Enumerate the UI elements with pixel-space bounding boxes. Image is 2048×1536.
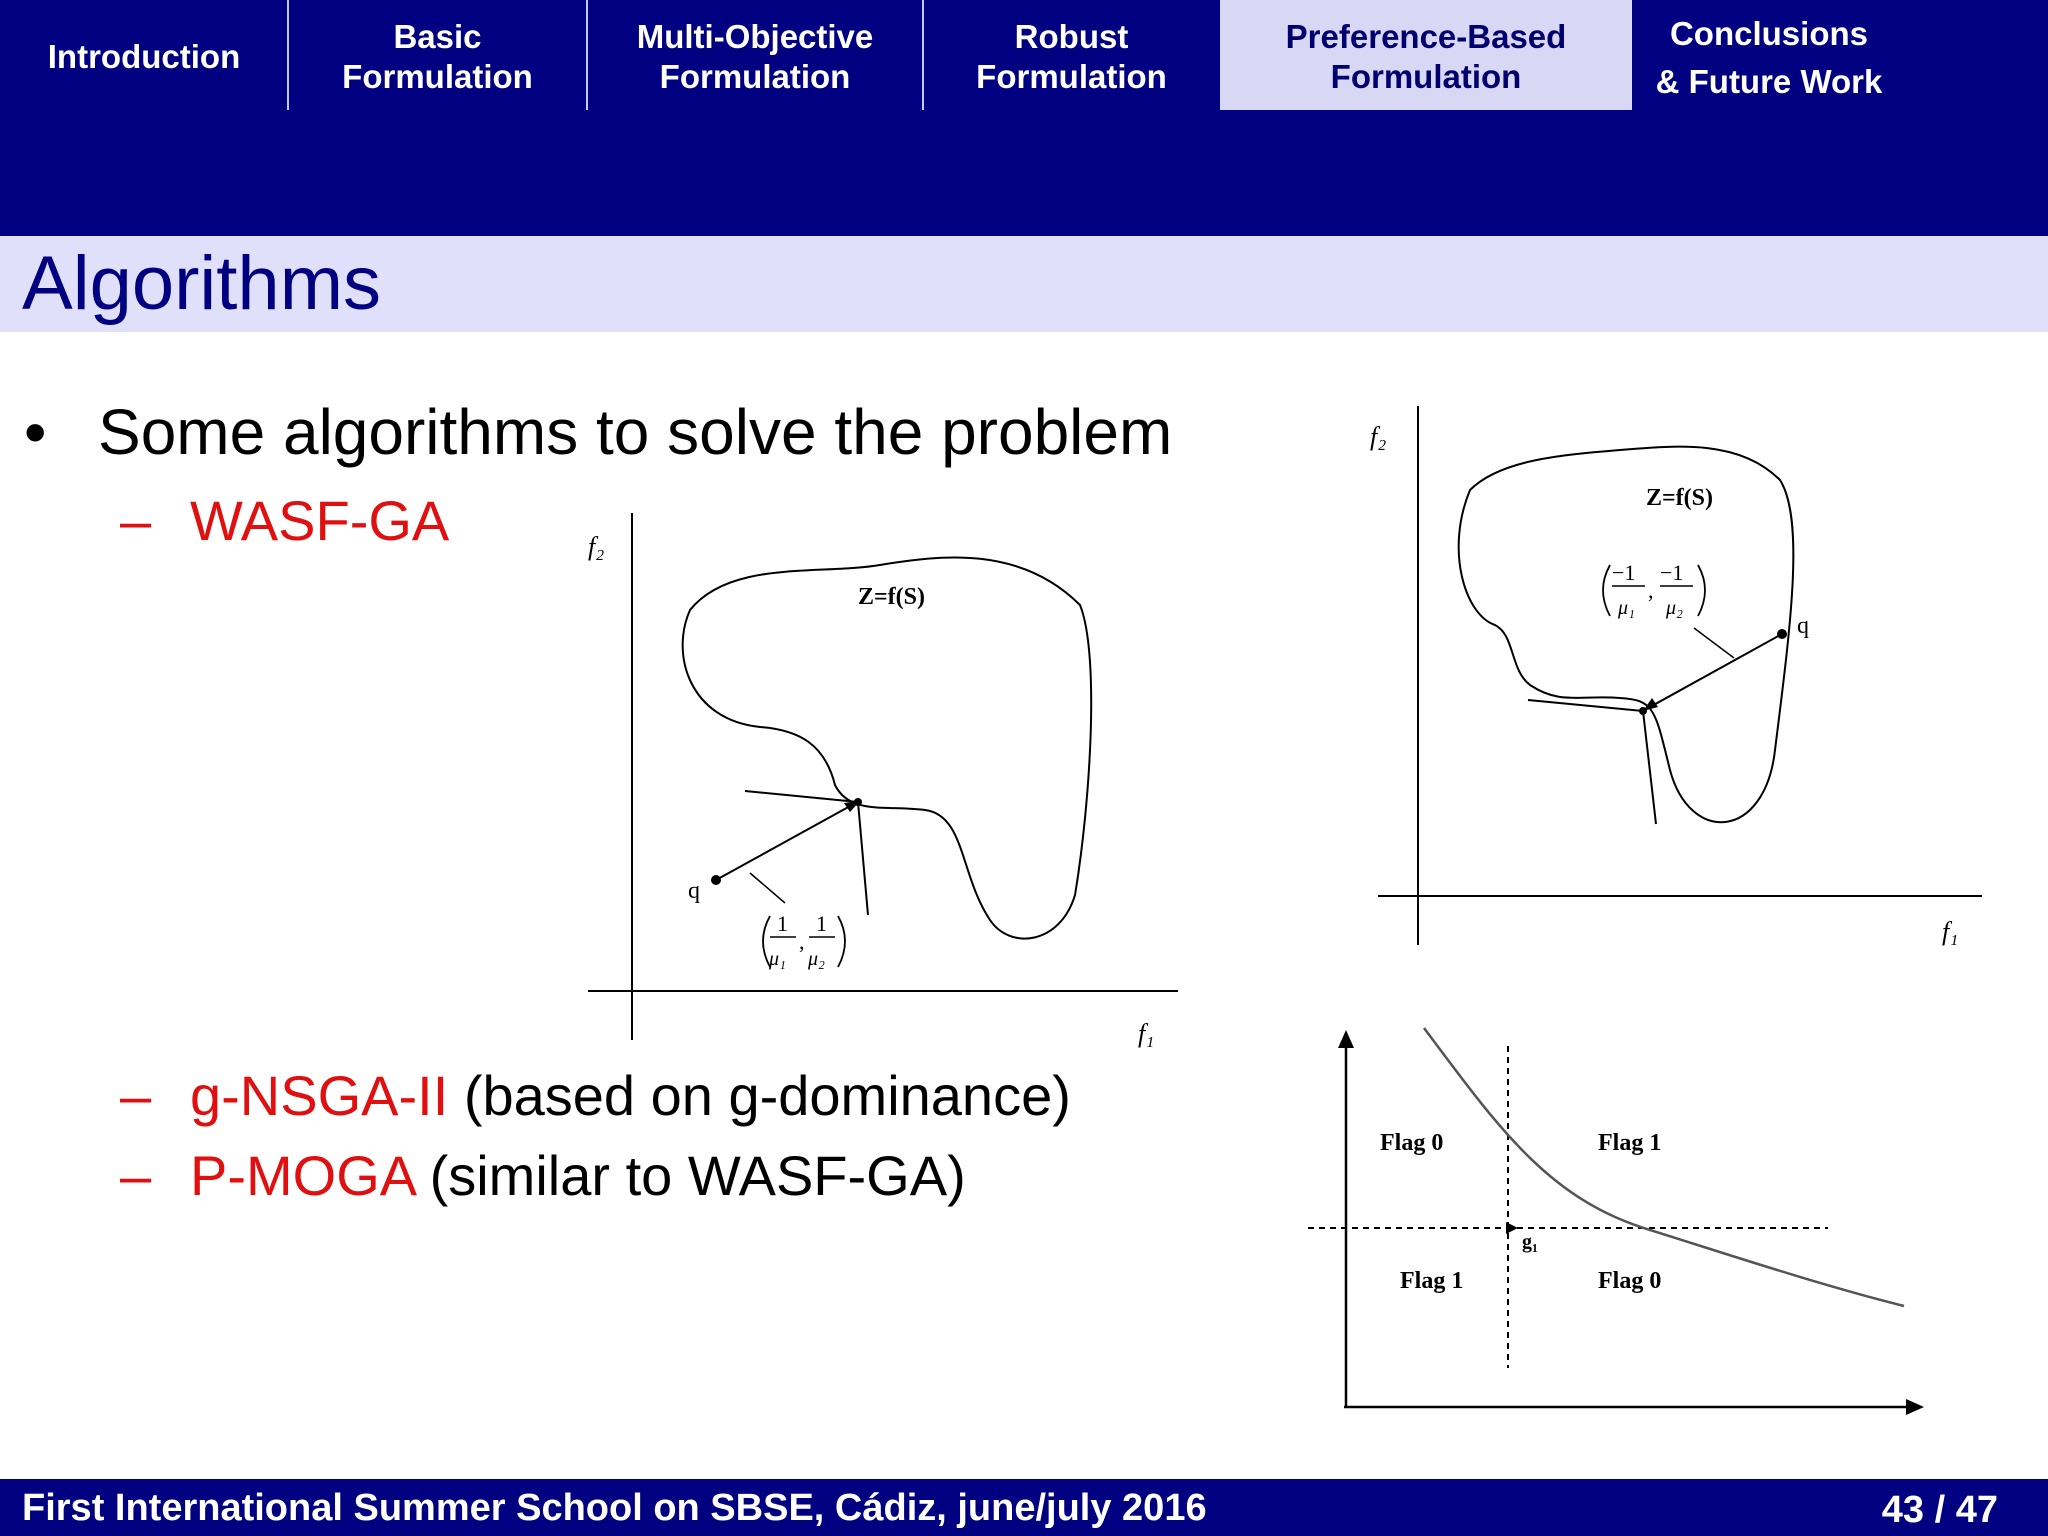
algorithm-name: g-NSGA-II <box>190 1064 449 1127</box>
sub-item-p-moga <box>120 1143 966 1209</box>
flag-label-bottom-right: Flag 0 <box>1598 1268 1662 1294</box>
g-dominance-diagram <box>1300 1020 1940 1440</box>
left-paren <box>1603 565 1610 616</box>
weight-leader-line <box>1694 628 1734 658</box>
bullet-item <box>24 394 1172 470</box>
nav-tab-robust-formulation[interactable]: Robust Formulation <box>976 18 1167 95</box>
algorithm-description: (based on g-dominance) <box>448 1064 1071 1127</box>
flag-label-top-left: Flag 0 <box>1380 1130 1444 1156</box>
point-arrow-icon <box>1506 1222 1518 1234</box>
algorithm-name: P-MOGA <box>190 1144 415 1207</box>
x-axis-label: f₁ <box>1942 917 1959 946</box>
direction-arrow <box>716 805 852 880</box>
weight-numerator-1: −1 <box>1612 560 1636 585</box>
y-axis-label: f₂ <box>1370 422 1387 451</box>
nav-tab-basic-formulation[interactable]: Basic Formulation <box>342 18 533 95</box>
weight-numerator-2: 1 <box>816 911 827 936</box>
nav-tab-introduction[interactable]: Introduction <box>47 38 241 75</box>
weight-leader-line <box>750 873 785 903</box>
section-navigation <box>0 0 2048 236</box>
reference-point-label: q <box>688 878 700 904</box>
bullet-text: Some algorithms to solve the problem <box>98 396 1173 468</box>
weight-vector <box>1603 560 1705 619</box>
right-paren <box>838 916 845 967</box>
solution-point-marker <box>854 798 862 806</box>
flag-label-bottom-left: Flag 1 <box>1400 1268 1464 1294</box>
x-axis-arrow-icon <box>1906 1399 1924 1415</box>
page-number: 43 / 47 <box>1881 1489 1998 1531</box>
weight-denominator-2: μ₂ <box>808 948 825 970</box>
slide-title: Algorithms <box>22 241 381 326</box>
comma: , <box>1648 578 1654 603</box>
weight-denominator-1: μ₁ <box>769 948 786 970</box>
y-axis-label: f₂ <box>588 532 605 561</box>
objective-region-curve <box>1459 447 1794 823</box>
title-band <box>0 236 2048 332</box>
y-axis-arrow-icon <box>1338 1030 1354 1048</box>
weight-vector <box>763 911 845 970</box>
contour-line-vertical <box>858 802 868 915</box>
bullet-dot: • <box>24 396 47 468</box>
region-label: Z=f(S) <box>1646 485 1714 511</box>
conference-name: First International Summer School on SBSE, Cádiz, june/july 2016 <box>22 1487 1207 1529</box>
sub-item-dash: – <box>120 1144 152 1207</box>
algorithm-description: (similar to WASF-GA) <box>414 1144 966 1207</box>
contour-line-vertical <box>1643 711 1656 824</box>
weight-denominator-2: μ₂ <box>1666 597 1683 619</box>
reference-point-marker <box>711 875 721 885</box>
reference-point-label: q <box>1797 613 1809 639</box>
flag-label-top-right: Flag 1 <box>1598 1130 1662 1156</box>
reference-point-label: g₁ <box>1522 1231 1538 1253</box>
nav-tab-preference-based-formulation[interactable]: Preference-Based Formulation <box>1220 0 1632 110</box>
sub-item-dash: – <box>120 489 152 552</box>
sub-item-wasf-ga <box>120 488 449 554</box>
wasf-ga-diagram-achievable <box>580 505 1180 1050</box>
pareto-front-curve <box>1424 1028 1904 1306</box>
contour-line-horizontal <box>1528 700 1643 711</box>
weight-denominator-1: μ₁ <box>1618 597 1635 619</box>
solution-point-marker <box>1639 707 1647 715</box>
sub-item-dash: – <box>120 1064 152 1127</box>
sub-item-g-nsga-ii <box>120 1063 1071 1129</box>
algorithm-name: WASF-GA <box>190 489 450 552</box>
right-paren <box>1698 565 1705 616</box>
weight-numerator-2: −1 <box>1660 560 1684 585</box>
region-label: Z=f(S) <box>858 584 926 610</box>
nav-tab-multi-objective-formulation[interactable]: Multi-Objective Formulation <box>636 18 874 95</box>
comma: , <box>799 929 805 954</box>
x-axis-label: f₁ <box>1138 1019 1155 1048</box>
weight-numerator-1: 1 <box>777 911 788 936</box>
slide-footer <box>0 1479 2048 1536</box>
wasf-ga-diagram-unachievable <box>1360 400 2000 960</box>
objective-region-curve <box>683 557 1092 938</box>
nav-tab-conclusions-future-work[interactable]: Conclusions & Future Work <box>1655 15 1883 100</box>
reference-point-marker <box>1777 629 1787 639</box>
